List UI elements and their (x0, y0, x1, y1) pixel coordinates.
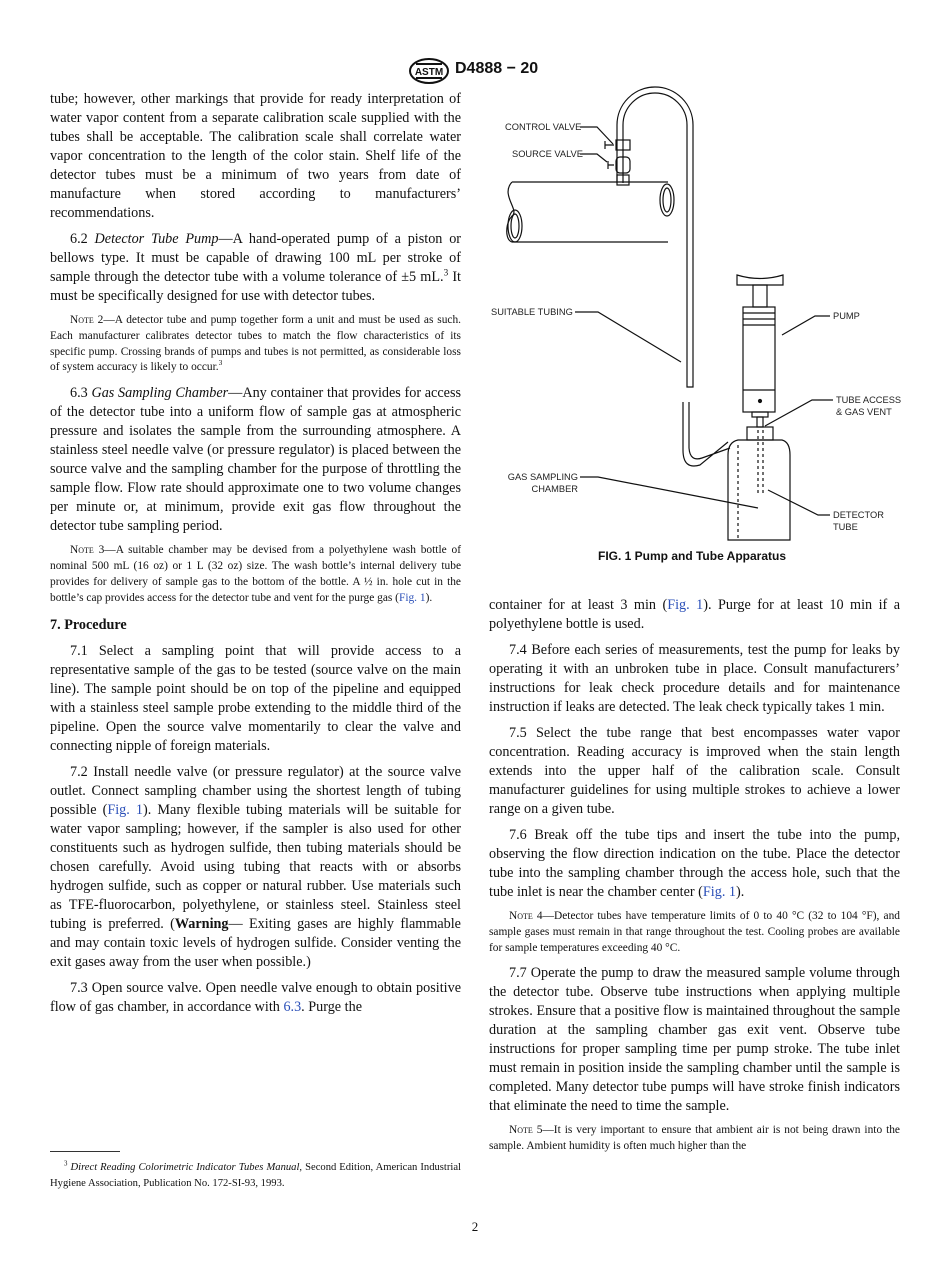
text-run: 7.6 Break off the tube tips and insert the tube into the pump, observing the flow direction indication on the tube. Place the detector tube into the sampling chamber through the access hole, such that the tube inlet is near the chamber center ( (489, 827, 900, 900)
text-run: 7.2 Install needle valve (or pressure regulator) at the source valve outlet. Connect sampling chamber using the shortest length of tubing possible ( (50, 764, 461, 819)
text-run: 5—It is very important to ensure that ambient air is not being drawn into the sample. Ambient humidity is often much higher than the (489, 1124, 900, 1153)
text-run: 7.7 Operate the pump to draw the measured sample volume through the detector tube. Observe tube instructions when applying multiple strokes. Ensure that a positive flow is maintained throughout the sample duration at the sampling chamber gas exit vent. Observe tube instructions for proper sampling time per pump stroke. The tube inlet must remain in position inside the sampling chamber until the sample is completed. Many detector tube pumps will have stroke finish indicators that eliminate the need to time the sample. (489, 965, 900, 1115)
text-run: Note (70, 544, 94, 557)
text-run: It must be specifically designed for use with detector tubes. (50, 269, 461, 304)
cross-reference-link[interactable]: Fig. 1 (107, 802, 144, 819)
cross-reference-link[interactable]: 6.3 (283, 999, 302, 1016)
text-run: 3—A suitable chamber may be devised from a polyethylene wash bottle of nominal 500 mL (16 oz) or 1 L (32 oz) size. The wash bottle’s internal delivery tube provides for delivery of sample gas to the bottom of the bottle. A ½ in. hole cut in the bottle’s cap provides access for the detector tube and vent for the purge gas ( (50, 544, 461, 604)
text-run: 7.4 Before each series of measurements, test the pump for leaks by operating it with an unbroken tube in place. Consult manufacturers’ instructions for leak check procedure details and for maintenance instruction if leaks are detected. The leak check typically takes 1 min. (489, 642, 900, 715)
label-control-valve: CONTROL VALVE (505, 122, 582, 132)
text-run: 6.3 (70, 385, 92, 402)
text-run: ). Many flexible tubing materials will be suitable for water vapor sampling; however, if the sampler is also used for other constituents such as hydrogen sulfide, then tubing materials should be chosen carefully. Avoid using tubing that reacts with or absorbs hydrogen sulfide, such as copper or natural rubber. Use materials such as TFE-fluorocarbon, polyethylene, or stainless steel. Stainless steel tubing is preferred. ( (50, 802, 461, 933)
text-run: 7. Procedure (50, 617, 127, 634)
text-run: Direct Reading Colorimetric Indicator Tubes Manual (70, 1162, 300, 1173)
text-run: ). (736, 884, 745, 900)
page-number: 2 (471, 1219, 479, 1234)
cross-reference-link[interactable]: Fig. 1 (398, 591, 426, 604)
footnote-ref: 3 (218, 358, 223, 368)
text-run: tube; however, other markings that provide for ready interpretation of water vapor content from a separate calibration scale supplied with the tubes shall be acceptable. The calibration scale shall correlate water vapor concentration to the length of the color stain. Shelf life of the detector tubes must be a minimum of two years from date of manufacture when stored according to manufacturers’ recommendations. (50, 91, 461, 221)
left-column (50, 90, 461, 1024)
paragraph (489, 826, 900, 902)
note-paragraph (489, 909, 900, 956)
gas-sampling-chamber-icon (728, 440, 790, 540)
astm-logo-icon (408, 58, 450, 84)
text-run: , Second Edition, American Industrial Hygiene Association, Publication No. 172-SI-93, 1993. (50, 1162, 461, 1189)
text-run: 6.2 (70, 231, 95, 247)
text-run: ). Purge for at least 10 min if a polyethylene bottle is used. (489, 597, 901, 632)
sampling-tube (617, 87, 693, 387)
text-run: 7.3 Open source valve. Open needle valve enough to obtain positive flow of gas chamber, in accordance with (50, 980, 461, 1016)
paragraph (489, 641, 900, 717)
cross-reference-link[interactable]: Fig. 1 (667, 597, 704, 613)
label-chamber: CHAMBER (531, 484, 578, 494)
text-run: Note (70, 314, 94, 326)
text-run: 4—Detector tubes have temperature limits of 0 to 40 °C (32 to 104 °F), and sample gases must remain in that range throughout the test. Cooling probes are available for sample temperatures exceeding 40 °C. (489, 910, 900, 954)
paragraph (50, 763, 461, 972)
figure-pump-apparatus (490, 80, 910, 570)
text-run: Gas Sampling Chamber (91, 385, 229, 402)
note-paragraph (489, 1123, 900, 1155)
text-run: 7.1 Select a sampling point that will provide access to a representative sample of the gas to be tested (source valve on the main line). The sample point should be on top of the pipeline and equipped with a stainless steel sample probe extending to the middle third of the pipeline. Open the source valve momentarily to clear the valve and connecting nipple of foreign materials. (50, 643, 461, 755)
text-run: container for at least 3 min ( (489, 597, 668, 613)
footnote (50, 1160, 461, 1192)
text-run: Note (509, 1124, 533, 1137)
label-pump: PUMP (833, 311, 860, 321)
text-run: Note (509, 910, 533, 922)
text-run: Warning (174, 916, 229, 933)
pipeline-icon (507, 182, 668, 242)
note-paragraph (50, 313, 461, 376)
paragraph (489, 724, 900, 819)
paragraph (489, 596, 900, 634)
paragraph (489, 964, 900, 1116)
label-gas-sampling: GAS SAMPLING (507, 472, 578, 482)
cross-reference-link[interactable]: Fig. 1 (702, 884, 737, 900)
document-id: D4888 − 20 (455, 60, 539, 77)
text-run: 2—A detector tube and pump together form a unit and must be used as such. Each manufacturer calibrates detector tubes to match the flow characteristics of its specific pump. Crossing brands of pumps and tubes is not permitted, as considerable loss of system accuracy is likely to occur. (50, 314, 461, 374)
paragraph (50, 384, 461, 536)
pump-icon (737, 275, 783, 285)
text-run: 7.5 Select the tube range that best encompasses water vapor concentration. Reading accuracy is improved when the stain length extends into the upper half of the calibration scale. Consult manufacturer guidelines for using multiple strokes to achieve a lower range on a given tube. (489, 725, 900, 817)
text-run: —Any container that provides for access of the detector tube into a uniform flow of sample gas at atmospheric pressure and isolates the sample from the surrounding atmosphere. A stainless steel needle valve (or pressure regulator) is placed between the source valve and the sampling chamber for the purpose of throttling the sample flow. Flow rate should approximate one to two volume changes per minute or, at minimum, provide exit gas flow throughout the detector tube sampling period. (50, 385, 461, 535)
section-heading (50, 616, 461, 635)
label-suitable-tubing: SUITABLE TUBING (491, 307, 573, 317)
label-source-valve: SOURCE VALVE (512, 149, 583, 159)
paragraph (50, 90, 461, 223)
paragraph (50, 979, 461, 1017)
label-tube-access: TUBE ACCESS (836, 395, 902, 405)
text-run: —A hand-operated pump of a piston or bellows type. It must be capable of drawing 100 mL per stroke of sample through the detector tube with a volume tolerance of ±5 mL. (50, 231, 462, 285)
text-run: — Exiting gases are highly flammable and may contain toxic levels of hydrogen sulfide. Consider venting the exit gases away from the user when possible.) (50, 916, 461, 971)
paragraph (50, 642, 461, 756)
label-detector: DETECTOR (833, 510, 884, 520)
text-run: . Purge the (301, 999, 362, 1016)
text-run: Detector Tube Pump (94, 231, 219, 247)
footnote-ref: 3 (64, 1160, 68, 1168)
logo-text: ASTM (414, 67, 444, 78)
footnote-ref: 3 (443, 267, 449, 278)
figure-caption: FIG. 1 Pump and Tube Apparatus (597, 549, 786, 563)
footnote-divider (50, 1151, 120, 1152)
note-paragraph (50, 543, 461, 606)
label-tube: TUBE (833, 522, 858, 532)
paragraph (50, 230, 461, 306)
text-run: ). (425, 591, 433, 604)
label-gas-vent: & GAS VENT (836, 407, 892, 417)
right-column (489, 596, 900, 1163)
